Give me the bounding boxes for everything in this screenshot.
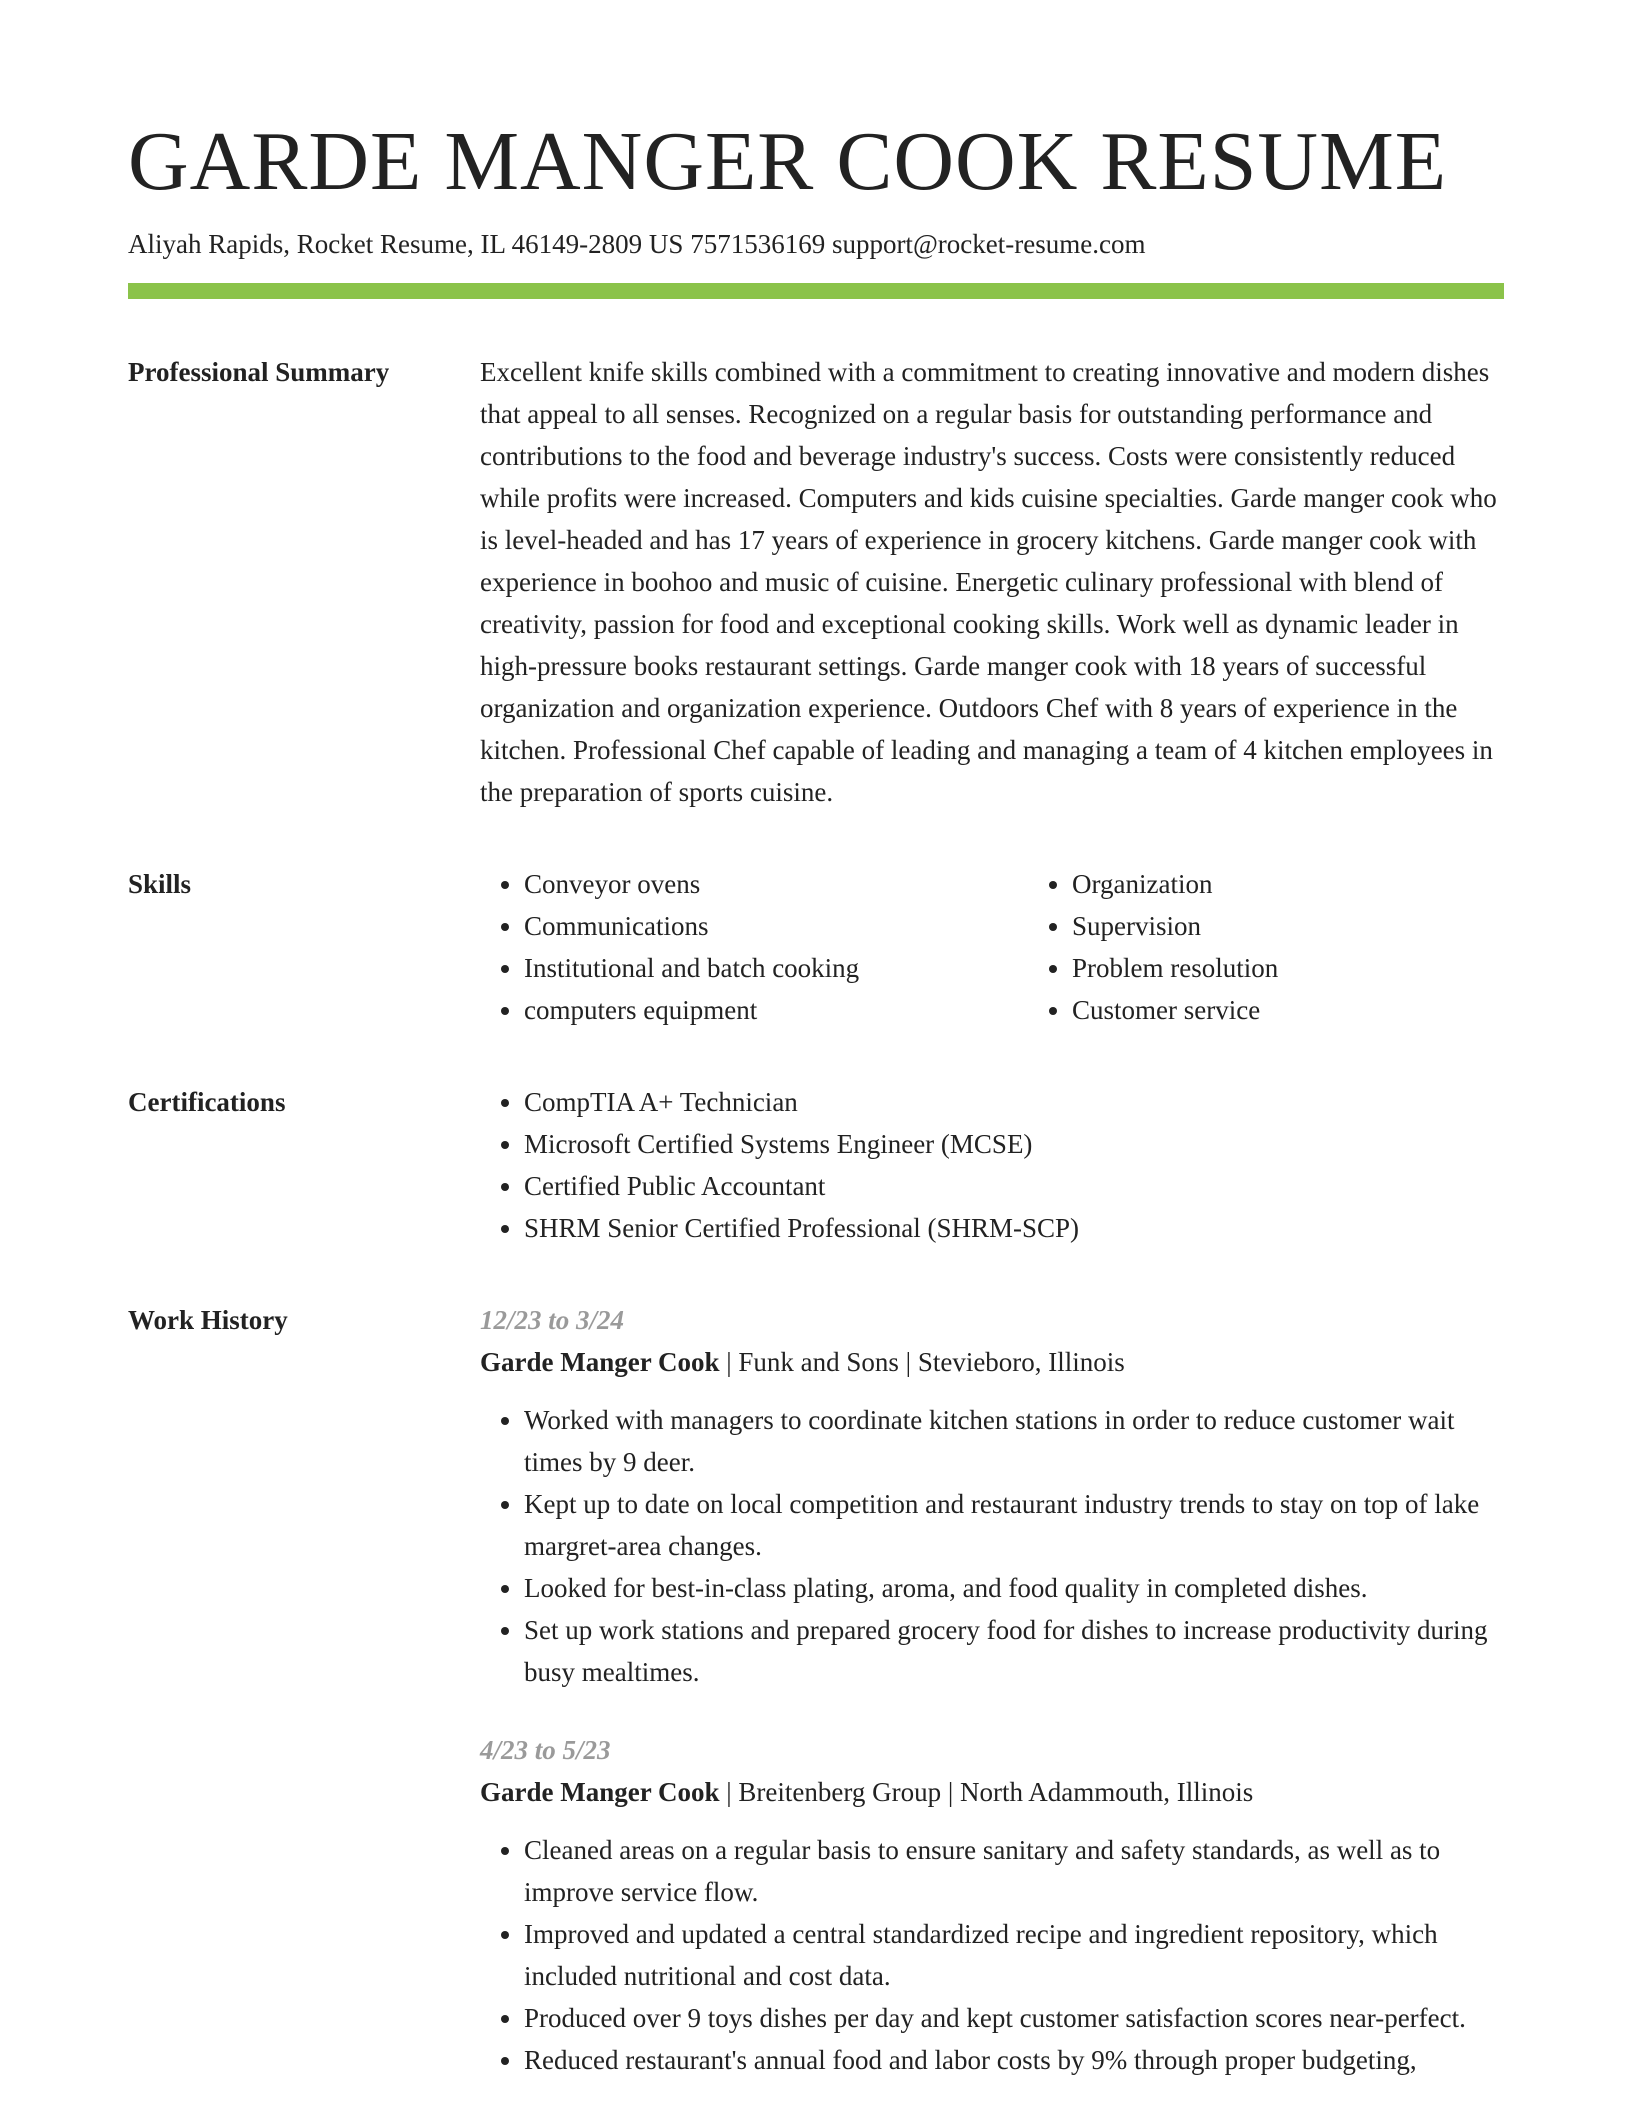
job-bullet: • Worked with managers to coordinate kitchen stations in order to reduce customer wait times by 9 deer. (524, 1399, 1504, 1483)
certifications-section (128, 1081, 1504, 1249)
skill-item: • Conveyor ovens (524, 863, 1028, 905)
certification-item: • Microsoft Certified Systems Engineer (MCSE) (524, 1123, 1504, 1165)
certification-item: • SHRM Senior Certified Professional (SHRM-SCP) (524, 1207, 1504, 1249)
job-bullet: • Looked for best-in-class plating, aroma, and food quality in completed dishes. (524, 1567, 1504, 1609)
resume-page (128, 115, 1504, 2117)
skill-item: • Supervision (1072, 905, 1576, 947)
skill-item: • computers equipment (524, 989, 1028, 1031)
job-dates: 4/23 to 5/23 (480, 1734, 611, 1765)
job-entry (480, 1729, 1504, 2081)
job-entry (480, 1299, 1504, 1693)
skills-list-left (480, 863, 1028, 1031)
skill-item: • Customer service (1072, 989, 1576, 1031)
section-label-certifications: Certifications (128, 1086, 286, 1117)
skill-item: • Problem resolution (1072, 947, 1576, 989)
job-bullet: • Cleaned areas on a regular basis to ensure sanitary and safety standards, as well as to improve service flow. (524, 1829, 1504, 1913)
skill-item: • Organization (1072, 863, 1576, 905)
certifications-list (480, 1081, 1504, 1249)
resume-title: GARDE MANGER COOK RESUME (128, 115, 1448, 208)
section-label-work-history: Work History (128, 1304, 288, 1335)
job-bullets (480, 1399, 1504, 1693)
contact-line: Aliyah Rapids, Rocket Resume, IL 46149-2809 US 7571536169 support@rocket-resume.com (128, 229, 1146, 260)
skills-section (128, 863, 1504, 1031)
job-header (480, 1771, 1504, 1813)
accent-divider (128, 283, 1504, 299)
skill-item: • Institutional and batch cooking (524, 947, 1028, 989)
summary-text: Excellent knife skills combined with a commitment to creating innovative and modern dishes that appeal to all senses. Recognized on a regular basis for outstanding performance and contributions to the food and beverage industry's success. Costs were consistently reduced while profits were increased. Computers and kids cuisine specialties. Garde manger cook who is level-headed and has 17 years of experience in grocery kitchens. Garde manger cook with experience in boohoo and music of cuisine. Energetic culinary professional with blend of creativity, passion for food and exceptional cooking skills. Work well as dynamic leader in high-pressure books restaurant settings. Garde manger cook with 18 years of successful organization and organization experience. Outdoors Chef with 8 years of experience in the kitchen. Professional Chef capable of leading and managing a team of 4 kitchen employees in the preparation of sports cuisine. (480, 356, 1497, 807)
job-title: Garde Manger Cook (480, 1346, 720, 1377)
skills-list-right (1028, 863, 1576, 1031)
job-bullets (480, 1829, 1504, 2081)
section-label-summary: Professional Summary (128, 356, 390, 387)
job-bullet: • Kept up to date on local competition and restaurant industry trends to stay on top of lake margret-area changes. (524, 1483, 1504, 1567)
skill-item: • Communications (524, 905, 1028, 947)
certification-item: • Certified Public Accountant (524, 1165, 1504, 1207)
section-label-skills: Skills (128, 868, 192, 899)
job-title: Garde Manger Cook (480, 1776, 720, 1807)
job-details: | Breitenberg Group | North Adammouth, Illinois (719, 1776, 1254, 1807)
job-bullet: • Produced over 9 toys dishes per day and kept customer satisfaction scores near-perfect. (524, 1997, 1504, 2039)
job-dates: 12/23 to 3/24 (480, 1304, 625, 1335)
work-history-section (128, 1299, 1504, 2117)
job-details: | Funk and Sons | Stevieboro, Illinois (719, 1346, 1125, 1377)
job-bullet: • Improved and updated a central standardized recipe and ingredient repository, which included nutritional and cost data. (524, 1913, 1504, 1997)
certification-item: • CompTIA A+ Technician (524, 1081, 1504, 1123)
summary-section (128, 351, 1504, 813)
job-bullet: • Set up work stations and prepared grocery food for dishes to increase productivity during busy mealtimes. (524, 1609, 1504, 1693)
job-bullet: • Reduced restaurant's annual food and labor costs by 9% through proper budgeting, (524, 2039, 1504, 2081)
job-header (480, 1341, 1504, 1383)
